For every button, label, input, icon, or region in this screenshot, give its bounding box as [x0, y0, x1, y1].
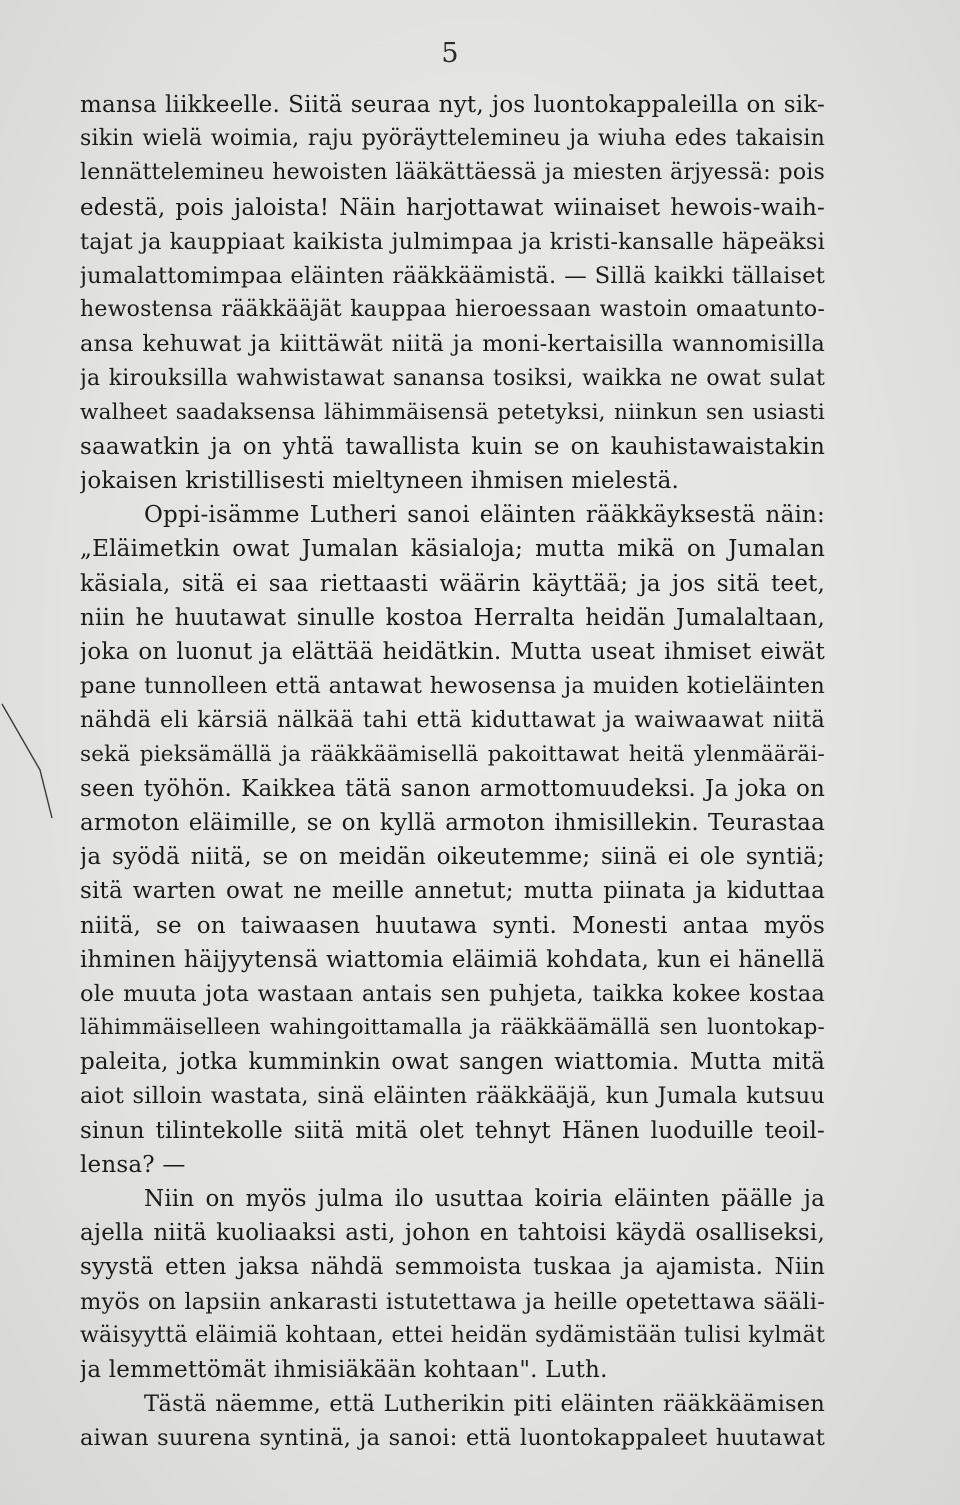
- text-line: pane tunnolleen että antawat hewosensa ja muiden kotieläinten: [80, 673, 825, 700]
- text-line: sitä warten owat ne meille annetut; mutta piinata ja kiduttaa: [80, 878, 825, 905]
- text-line: Tästä näemme, että Lutherikin piti eläinten rääkkäämisen: [144, 1391, 825, 1418]
- text-line: ja kirouksilla wahwistawat sanansa tosiksi, waikka ne owat sulat: [80, 365, 825, 391]
- margin-scratch-mark: [0, 700, 60, 830]
- text-line: sinun tilintekolle siitä mitä olet tehnyt Hänen luoduille teoil-: [80, 1117, 825, 1144]
- text-line: lähimmäiselleen wahingoittamalla ja rääkkäämällä sen luontokap-: [80, 1015, 825, 1041]
- text-line: armoton eläimille, se on kyllä armoton ihmisillekin. Teurastaa: [80, 809, 825, 836]
- text-line: lennättelemineu hewoisten lääkättäessä ja miesten ärjyessä: pois: [80, 160, 825, 186]
- text-line: aiwan suurena syntinä, ja sanoi: että luontokappaleet huutawat: [80, 1425, 825, 1452]
- text-line: myös on lapsiin ankarasti istutettawa ja heille opetettawa sääli-: [80, 1288, 825, 1315]
- text-line: ansa kehuwat ja kiittäwät niitä ja moni-kertaisilla wannomisilla: [80, 331, 825, 358]
- text-line: seen työhön. Kaikkea tätä sanon armottomuudeksi. Ja joka on: [80, 775, 825, 802]
- text-line: syystä etten jaksa nähdä semmoista tuskaa ja ajamista. Niin: [80, 1254, 825, 1281]
- text-line: tajat ja kauppiaat kaikista julmimpaa ja kristi-kansalle häpeäksi: [80, 228, 825, 255]
- text-line: ole muuta jota wastaan antais sen puhjeta, taikka kokee kostaa: [80, 980, 825, 1007]
- text-line: sikin wielä woimia, raju pyöräyttelemineu ja wiuha edes takaisin: [80, 126, 825, 152]
- text-line: mansa liikkeelle. Siitä seuraa nyt, jos luontokappaleilla on sik-: [80, 92, 825, 118]
- text-line: aiot silloin wastata, sinä eläinten rääkkääjä, kun Jumala kutsuu: [80, 1083, 825, 1110]
- text-line: lensa? —: [80, 1151, 186, 1178]
- text-line: Oppi-isämme Lutheri sanoi eläinten rääkkäyksestä näin:: [144, 502, 825, 529]
- body-text: [80, 88, 825, 1456]
- text-line: walheet saadaksensa lähimmäisensä petetyksi, niinkun sen usiasti: [80, 399, 825, 425]
- text-line: ja syödä niitä, se on meidän oikeutemme; siinä ei ole syntiä;: [80, 844, 825, 871]
- text-line: niitä, se on taiwaasen huutawa synti. Monesti antaa myös: [80, 912, 825, 939]
- text-line: hewostensa rääkkääjät kauppaa hieroessaan wastoin omaatunto-: [80, 297, 825, 323]
- text-line: ihminen häijyytensä wiattomia eläimiä kohdata, kun ei hänellä: [80, 946, 825, 973]
- text-line: Niin on myös julma ilo usuttaa koiria eläinten päälle ja: [144, 1186, 825, 1212]
- text-line: joka on luonut ja elättää heidätkin. Mutta useat ihmiset eiwät: [80, 639, 825, 665]
- page-number: 5: [441, 38, 459, 69]
- text-line: nähdä eli kärsiä nälkää tahi että kiduttawat ja waiwaawat niitä: [80, 707, 825, 734]
- text-line: ja lemmettömät ihmisiäkään kohtaan". Luth.: [80, 1356, 608, 1383]
- text-line: jumalattomimpaa eläinten rääkkäämistä. — Sillä kaikki tällaiset: [80, 262, 825, 289]
- text-line: wäisyyttä eläimiä kohtaan, ettei heidän sydämistään tulisi kylmät: [80, 1322, 825, 1348]
- text-line: niin he huutawat sinulle kostoa Herralta heidän Jumalaltaan,: [80, 604, 825, 631]
- text-line: paleita, jotka kumminkin owat sangen wiattomia. Mutta mitä: [80, 1049, 825, 1076]
- text-line: käsiala, sitä ei saa riettaasti wäärin käyttää; ja jos sitä teet,: [80, 570, 825, 597]
- text-line: sekä pieksämällä ja rääkkäämisellä pakoittawat heitä ylenmääräi-: [80, 741, 825, 767]
- text-line: ajella niitä kuoliaaksi asti, johon en tahtoisi käydä osalliseksi,: [80, 1220, 825, 1247]
- text-line: „Eläimetkin owat Jumalan käsialoja; mutta mikä on Jumalan: [80, 536, 825, 563]
- text-line: saawatkin ja on yhtä tawallista kuin se on kauhistawaistakin: [80, 433, 825, 460]
- text-line: edestä, pois jaloista! Näin harjottawat wiinaiset hewois-waih-: [80, 194, 825, 221]
- text-line: jokaisen kristillisesti mieltyneen ihmisen mielestä.: [80, 468, 680, 495]
